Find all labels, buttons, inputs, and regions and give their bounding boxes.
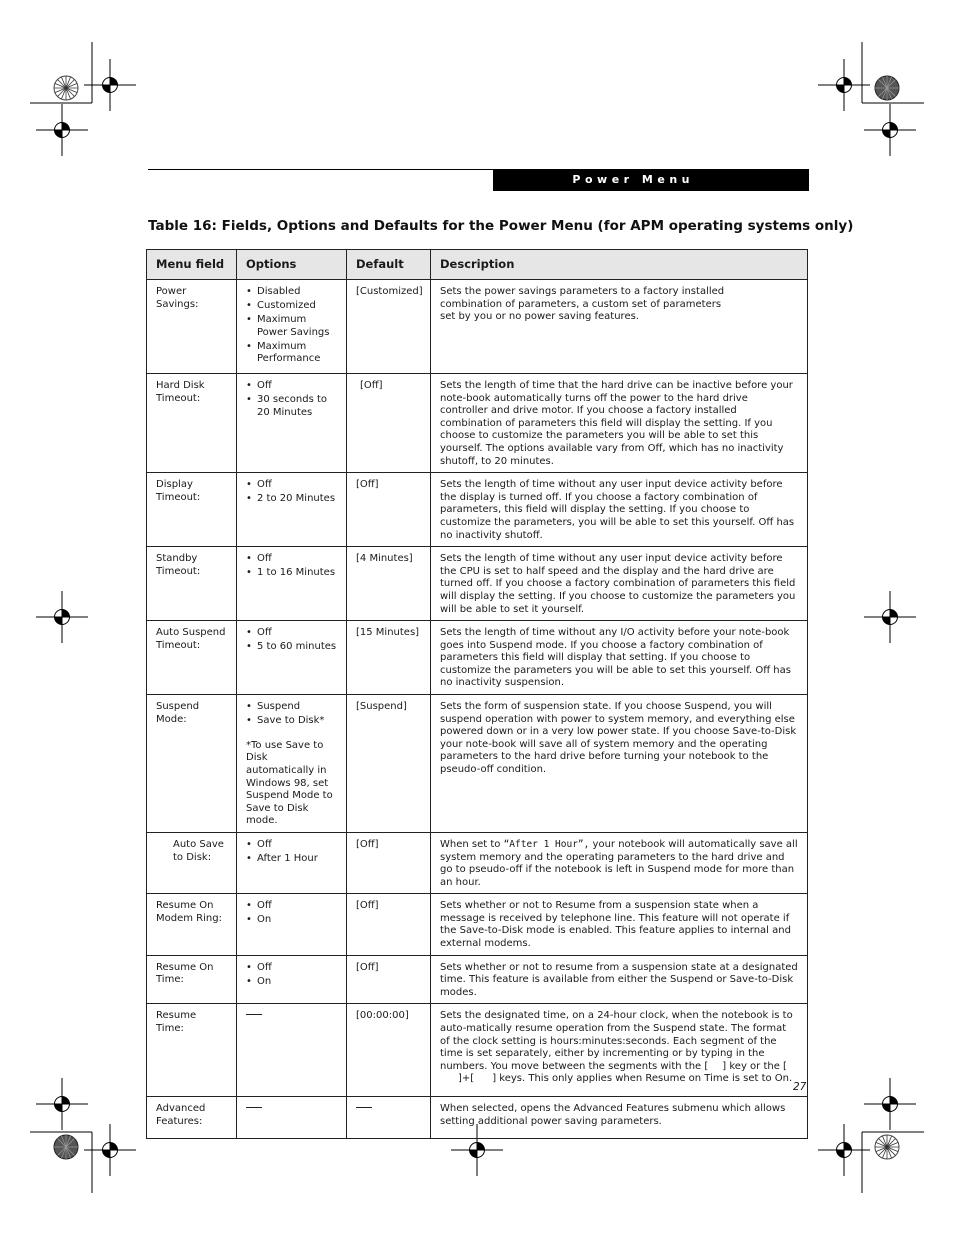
option-item: • After 1 Hour [246, 853, 337, 866]
option-item: • Off [246, 627, 337, 640]
section-header-bar: Power Menu [493, 169, 809, 191]
option-item: • Maximum Performance [246, 341, 337, 366]
options-list [246, 962, 337, 989]
description-text: ]+[ [458, 1073, 475, 1085]
description: Sets whether or not to Resume from a suspension state when a message is received by telephone line. This feature will not operate if the Save-to-Disk mode is enabled. This feature applies to internal and external modems. [431, 894, 808, 955]
empty-dash [246, 1014, 262, 1015]
option-item: • 1 to 16 Minutes [246, 567, 337, 580]
option-item: • Maximum Power Savings [246, 314, 337, 339]
options-list [246, 839, 337, 866]
option-item: • 30 seconds to 20 Minutes [246, 394, 337, 419]
description: Sets the form of suspension state. If you choose Suspend, you will suspend operation with power to system memory, and everything else powered down or in a very low power state. If you choose Save-to-Disk your note-book will save all of system memory and the operating parameters to the hard drive before turning your notebook to the pseudo-off condition. [431, 695, 808, 833]
default-value: [Off] [347, 894, 431, 955]
default-value: [15 Minutes] [347, 621, 431, 695]
table-title: Table 16: Fields, Options and Defaults for the Power Menu (for APM operating systems only) [148, 218, 854, 234]
menu-field: Suspend Mode: [147, 695, 237, 833]
menu-field: Resume On Time: [147, 955, 237, 1004]
option-item: • Off [246, 962, 337, 975]
description-text: ] key or the [ [722, 1060, 787, 1072]
option-item: • On [246, 976, 337, 989]
options-cell [237, 695, 347, 833]
options-cell [237, 621, 347, 695]
option-item: • Customized [246, 300, 337, 313]
options-cell [237, 280, 347, 374]
description-text: When set to [440, 838, 504, 850]
default-value: [Off] [347, 832, 431, 893]
menu-field: Advanced Features: [147, 1097, 237, 1139]
table-row [147, 280, 808, 374]
menu-field: Resume Time: [147, 1004, 237, 1097]
option-item: • Save to Disk* [246, 715, 337, 728]
options-list [246, 479, 337, 506]
default-value: [Off] [347, 955, 431, 1004]
empty-dash [356, 1107, 372, 1108]
menu-field: Standby Timeout: [147, 547, 237, 621]
description: Sets the length of time that the hard drive can be inactive before your note-book automatically turns off the power to the hard drive controller and drive motor. If you choose a factory installed combination of parameters this field will display the setting. If you choose to customize the parameters you will be able to set this yourself. The options available vary from Off, which has no inactivity shutoff, to 20 minutes. [431, 374, 808, 473]
table-row [147, 621, 808, 695]
table-header-row [147, 250, 808, 280]
table-row [147, 547, 808, 621]
table-row [147, 955, 808, 1004]
default-value: [00:00:00] [347, 1004, 431, 1097]
default-value: [4 Minutes] [347, 547, 431, 621]
description [431, 280, 808, 374]
options-footnote: *To use Save to Disk automatically in Windows 98, set Suspend Mode to Save to Disk mode. [246, 739, 333, 827]
column-header-options: Options [237, 250, 347, 280]
options-cell [237, 374, 347, 473]
description [431, 832, 808, 893]
options-list [246, 701, 337, 728]
options-list [246, 553, 337, 580]
menu-field: Auto Suspend Timeout: [147, 621, 237, 695]
table-row [147, 374, 808, 473]
table-row [147, 894, 808, 955]
table-row [147, 695, 808, 833]
option-item: • Disabled [246, 286, 337, 299]
options-cell [237, 547, 347, 621]
column-header-description: Description [431, 250, 808, 280]
menu-field: Hard Disk Timeout: [147, 374, 237, 473]
description: Sets the length of time without any user input device activity before the CPU is set to half speed and the display and the hard drive are turned off. If you choose a factory combination of parameters this field will display the setting. If you choose to customize the parameters you will be able to set it yourself. [431, 547, 808, 621]
option-item: • Off [246, 380, 337, 393]
option-item: • Off [246, 839, 337, 852]
description: When selected, opens the Advanced Features submenu which allows setting additional power saving parameters. [431, 1097, 808, 1139]
option-item: • Off [246, 553, 337, 566]
options-list [246, 900, 337, 927]
table-row [147, 1004, 808, 1097]
description: Sets the length of time without any user input device activity before the display is turned off. If you choose a factory combination of parameters, this field will display the setting. If you choose to customize the parameters, you will be able to set this yourself. Off has no inactivity shutoff. [431, 473, 808, 547]
table-row [147, 1097, 808, 1139]
column-header-default: Default [347, 250, 431, 280]
default-value: [Customized] [347, 280, 431, 374]
table-row [147, 473, 808, 547]
description-text: Sets the power savings parameters to a factory installed combination of parameters, a custom set of parameters set by you or no power saving features. [440, 286, 725, 323]
option-item: • Off [246, 900, 337, 913]
description: Sets whether or not to resume from a suspension state at a designated time. This feature is available from either the Suspend or Save-to-Disk modes. [431, 955, 808, 1004]
header-rule [148, 169, 494, 170]
menu-field: Power Savings: [147, 280, 237, 374]
options-cell [237, 473, 347, 547]
default-value: [Off] [347, 473, 431, 547]
options-cell [237, 832, 347, 893]
options-cell [237, 1097, 347, 1139]
code-value: “After 1 Hour”, [503, 838, 590, 850]
option-item: • Off [246, 479, 337, 492]
description [431, 1004, 808, 1097]
power-menu-table [146, 249, 808, 1139]
default-cell [347, 1097, 431, 1139]
options-list [246, 380, 337, 419]
option-item: • On [246, 914, 337, 927]
column-header-menu-field: Menu field [147, 250, 237, 280]
options-cell [237, 1004, 347, 1097]
page-number: 27 [793, 1081, 807, 1093]
default-value: [Off] [347, 374, 431, 473]
menu-field: Auto Save to Disk: [147, 832, 237, 893]
options-cell [237, 955, 347, 1004]
default-value: [Suspend] [347, 695, 431, 833]
description-text: ] keys. This only applies when Resume on Time is set to On. [492, 1073, 793, 1085]
menu-field: Display Timeout: [147, 473, 237, 547]
option-item: • 5 to 60 minutes [246, 641, 337, 654]
menu-field: Resume On Modem Ring: [147, 894, 237, 955]
options-cell [237, 894, 347, 955]
options-list [246, 627, 337, 654]
description-text: your notebook will automatically save all system memory and the operating parameters to the hard drive and go to pseudo-off if the notebook is left in Suspend mode for more than an hour. [440, 838, 798, 888]
table-row [147, 832, 808, 893]
option-item: • 2 to 20 Minutes [246, 493, 337, 506]
option-item: • Suspend [246, 701, 337, 714]
options-list [246, 286, 337, 366]
description: Sets the length of time without any I/O activity before your note-book goes into Suspend mode. If you choose a factory combination of parameters this field will display that setting. If you choose to customize the parameters you will be able to set this yourself. Off has no inactivity suspension. [431, 621, 808, 695]
description-text: Sets the designated time, on a 24-hour clock, when the notebook is to auto-matically resume operation from the Suspend state. The format of the clock setting is hours:minutes:seconds. Each segment of the time is set separately, either by incrementing or by typing in the numbers. You move between the segments with the [ [440, 1010, 793, 1072]
empty-dash [246, 1107, 262, 1108]
